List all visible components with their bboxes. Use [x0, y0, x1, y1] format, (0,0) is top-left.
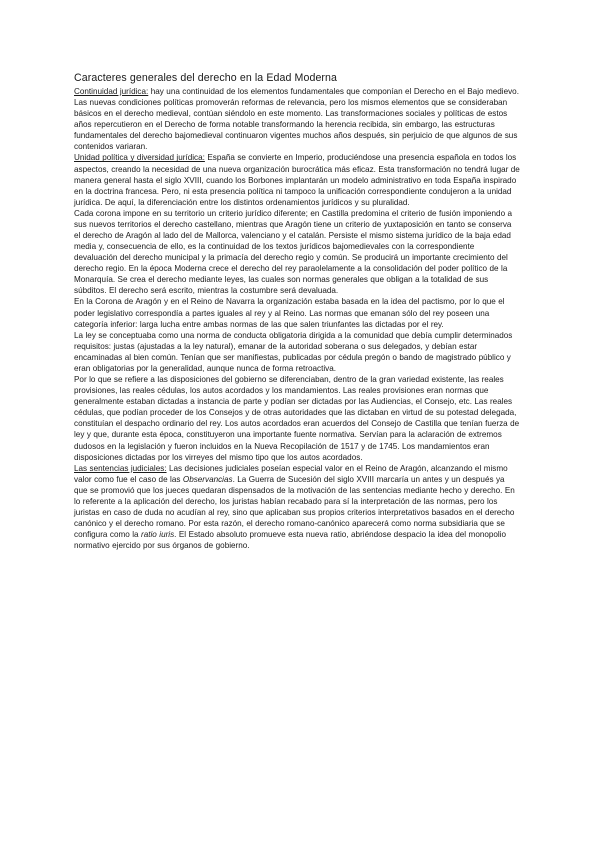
paragraph-unidad-politica	[74, 152, 520, 207]
paragraph-la-ley: La ley se conceptuaba como una norma de conducta obligatoria dirigida a la comunidad que debía cumplir determinados requisitos: justas (ajustadas a la ley natural), emanar de la autoridad soberana o sus delegados, y debían estar encaminadas al bien común. Tenían que ser manifiestas, publicadas por cédula pregón o bando de magistrado público y eran obligatorias por la generalidad, aunque nunca de forma retroactiva.	[74, 330, 513, 373]
section-heading-unidad-politica: Unidad política y diversidad jurídica:	[74, 153, 205, 163]
paragraph-text: Las decisiones judiciales poseían especial valor en el Reino de Aragón, alcanzando el mismo valor como fue el caso de las	[74, 463, 508, 484]
term-observancias: Observancias	[182, 474, 233, 484]
section-heading-sentencias: Las sentencias judiciales:	[74, 463, 167, 473]
paragraph-text: hay una continuidad de los elementos fundamentales que componían el Derecho en el Bajo medievo. Las nuevas condiciones políticas promoverán reformas de relevancia, pero los mismos elementos que se consideraban básicos en el derecho medieval, contúan siéndolo en este momento. Las transformaciones sociales y políticas de estos años repercutieron en el Derecho de forma notable transformando la herencia recibida, sin embargo, las estructuras fundamentales del derecho bajomedieval continuaron vigentes muchos años después, sin perjuicio de que algunos de sus contenidos variaran.	[74, 87, 519, 152]
document-title: Caracteres generales del derecho en la Edad Moderna	[74, 72, 338, 84]
paragraph-text: . El Estado absoluto promueve esta nueva ratio, abriéndose despacio la idea del monopolio normativo ejercido por sus órganos de gobierno.	[74, 530, 507, 551]
paragraph-text: . La Guerra de Sucesión del siglo XVIII marcaría un antes y un después ya que se promovió que los jueces quedaran dispensados de la motivación de las sentencias mediante hecho y derecho. En lo referente a la aplicación del derecho, los juristas habían recabado para sí la interpretación de las normas, pero los juristas en caso de duda no acudían al rey, sino que aplicaban sus propios criterios interpretativos basados en el derecho canónico y el derecho romano. Por esta razón, el derecho romano-canónico aparecerá como norma subsidiaria que se configura como la	[74, 474, 515, 540]
section-heading-continuidad: Continuidad jurídica:	[74, 87, 149, 96]
term-ratio-iuris: ratio iuris	[141, 530, 175, 540]
paragraph-disposiciones-gobierno: Por lo que se refiere a las disposiciones del gobierno se diferenciaban, dentro de la gran variedad existente, las reales provisiones, las reales cédulas, los autos acordados y los mandamientos. Las reales provisiones eran normas que generalmente estaban dictadas a instancia de parte y podían ser dictadas por las Audiencias, el Consejo, etc. Las reales cédulas, que podían proceder de los Consejos y de otras autoridades que las dictaban en virtud de su potestad delegada, constituían el despacho ordinario del rey. Los autos acordados eran acuerdos del Consejo de Castilla que tenían fuerza de ley y que, durante esta época, constituyeron una importante fuente normativa. Servían para la aclaración de extremos dudosos en la legislación y fueron incluidos en la Nueva Recopilación de 1517 y de 1745. Los mandamientos eran disposiciones dictadas por los virreyes del mismo tipo que los autos acordados.	[74, 375, 520, 462]
document-content	[74, 71, 520, 551]
paragraph-continuidad-juridica	[74, 86, 520, 152]
paragraph-sentencias-judiciales	[74, 463, 520, 552]
paragraph-cada-corona: Cada corona impone en su territorio un criterio jurídico diferente; en Castilla predomina el criterio de fusión imponiendo a sus nuevos territorios el derecho castellano, mientras que Aragón tiene un criterio de yuxtaposición en tanto se conserva el derecho de Aragón al lado del de Mallorca, valenciano y el catalán. Persiste el mismo sistema jurídico de la baja edad media y, consecuencia de ello, es la continuidad de los textos jurídicos bajomedievales con la correspondiente devaluación del derecho municipal y la primacía del derecho regio y común. Se producirá un importante crecimiento del derecho regio. En la época Moderna crece el derecho del rey paraolelamente a la consolidación del poder político de la Monarquía. Se crea el derecho mediante leyes, las cuales son normas generales que obligan a la totalidad de sus súbditos. El derecho será escrito, mientras la costumbre será devaluada.	[74, 208, 513, 296]
paragraph-text: España se convierte en Imperio, produciéndose una presencia española en todos los aspectos, creando la necesidad de una nueva organización burocrática más eficaz. Esta transformación no tendrá lugar de manera general hasta el siglo XVIII, cuando los Borbones implantarán un modelo administrativo en toda España inspirado en la doctrina francesa. Pero, ni esta presencia política ni tampoco la unificación correspondiente condujeron a la unidad jurídica. De aquí, la diferenciación entre los distintos ordenamientos jurídicos y su pluralidad.	[74, 153, 520, 207]
paragraph-corona-aragon: En la Corona de Aragón y en el Reino de Navarra la organización estaba basada en la idea del pactismo, por lo que el poder legislativo correspondía a partes iguales al rey y al Reino. Las normas que emanan sólo del rey poseen una categoría inferior: larga lucha entre ambas normas de las que salen triunfantes las dictadas por el rey.	[74, 297, 505, 329]
